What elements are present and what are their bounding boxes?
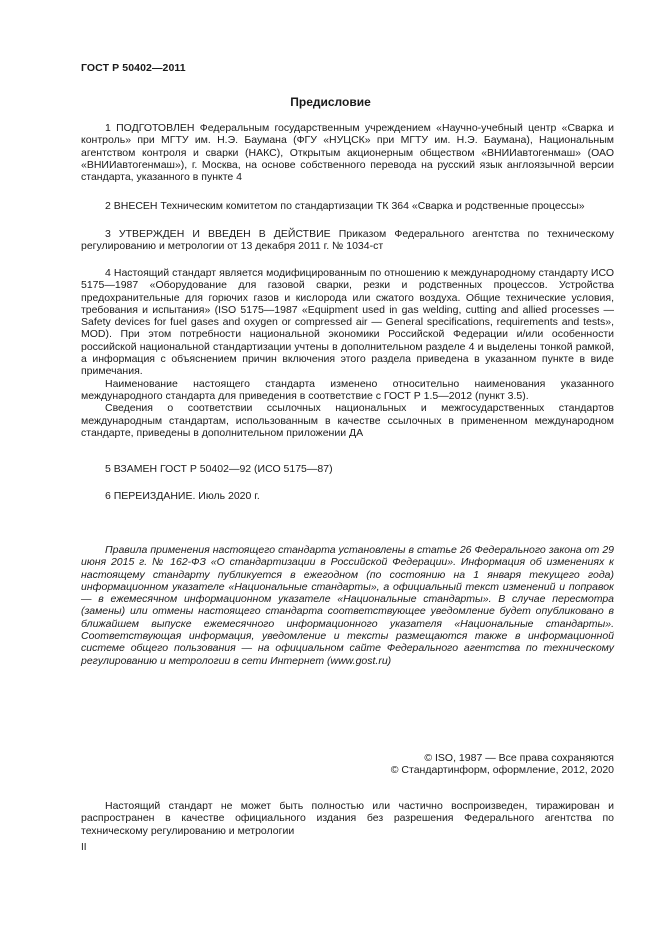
item-6-text: 6 ПЕРЕИЗДАНИЕ. Июль 2020 г. xyxy=(105,490,260,502)
section-6 xyxy=(81,490,614,502)
item-5-text: 5 ВЗАМЕН ГОСТ Р 50402—92 (ИСО 5175—87) xyxy=(105,463,333,475)
legal-text: Настоящий стандарт не может быть полностью или частично воспроизведен, тиражирован и распространен в качестве официального издания без разрешения Федерального агентства по техническому регулированию и метрологии xyxy=(81,800,614,837)
document-code: ГОСТ Р 50402—2011 xyxy=(81,62,186,74)
section-5 xyxy=(81,463,614,475)
legal-block xyxy=(81,800,614,837)
page-number: II xyxy=(81,842,87,853)
item-3-text: 3 УТВЕРЖДЕН И ВВЕДЕН В ДЕЙСТВИЕ Приказом Федерального агентства по техническому регулированию и метрологии от 13 декабря 2011 г. № 1034-ст xyxy=(81,228,614,253)
copyright-block xyxy=(81,752,614,777)
item-1-text: 1 ПОДГОТОВЛЕН Федеральным государственным учреждением «Научно-учебный центр «Сварка и контроль» при МГТУ им. Н.Э. Баумана (ФГУ «НУЦСК» при МГТУ им. Н.Э. Баумана), Национальным агентством контроля и сварки (НАКС), Открытым акционерным обществом «ВНИИавтогенмаш» (ОАО «ВНИИавтогенмаш»), г. Москва, на основе собственного перевода на русский язык англоязычной версии стандарта, указанного в пункте 4 xyxy=(81,122,614,184)
page-title: Предисловие xyxy=(290,95,371,109)
item-4-references: Сведения о соответствии ссылочных национальных и межгосударственных стандартов международным стандартам, использованным в качестве ссылочных в примененном международном стандарте, приведены в дополнительном приложении ДА xyxy=(81,402,614,439)
item-2-text: 2 ВНЕСЕН Техническим комитетом по стандартизации ТК 364 «Сварка и родственные процессы» xyxy=(105,200,585,212)
notice-block xyxy=(81,544,614,667)
section-3 xyxy=(81,228,614,253)
copyright-standartinform: © Стандартинформ, оформление, 2012, 2020 xyxy=(390,764,614,777)
notice-text: Правила применения настоящего стандарта установлены в статье 26 Федерального закона от 29 июня 2015 г. № 162-ФЗ «О стандартизации в Российской Федерации». Информация об изменениях к настоящему стандарту публикуется в ежегодном (по состоянию на 1 января текущего года) информационном указателе «Национальные стандарты», а официальный текст изменений и поправок — в ежемесячном информационном указателе «Национальные стандарты». В случае пересмотра (замены) или отмены настоящего стандарта соответствующее уведомление будет опубликовано в ближайшем выпуске ежемесячного информационного указателя «Национальные стандарты». Соответствующая информация, уведомление и тексты размещаются также в информационной системе общего пользования — на официальном сайте Федерального агентства по техническому регулированию и метрологии в сети Интернет (www.gost.ru) xyxy=(81,544,614,667)
item-4-name-change: Наименование настоящего стандарта изменено относительно наименования указанного международного стандарта для приведения в соответствие с ГОСТ Р 1.5—2012 (пункт 3.5). xyxy=(81,377,614,402)
section-4 xyxy=(81,267,614,439)
item-4-text: 4 Настоящий стандарт является модифицированным по отношению к международному стандарту ИСО 5175—1987 «Оборудование для газовой сварки, резки и родственных процессов. Устройства предохранительные для горючих газов и кислорода или сжатого воздуха. Общие технические условия, требования и испытания» (ISO 5175—1987 «Equipment used in gas welding, cutting and allied processes — Safety devices for fuel gases and oxygen or compressed air — General specifications, requirements and tests», MOD). При этом потребности национальной экономики Российской Федерации и/или особенности российской национальной стандартизации учтены в дополнительном разделе 4 и выделены тонкой рамкой, а информация с объяснением причин включения этого раздела приведена в указанном пункте в виде примечания. xyxy=(81,267,614,378)
section-2 xyxy=(81,200,614,212)
copyright-iso: © ISO, 1987 — Все права сохраняются xyxy=(424,752,614,764)
section-1 xyxy=(81,122,614,183)
